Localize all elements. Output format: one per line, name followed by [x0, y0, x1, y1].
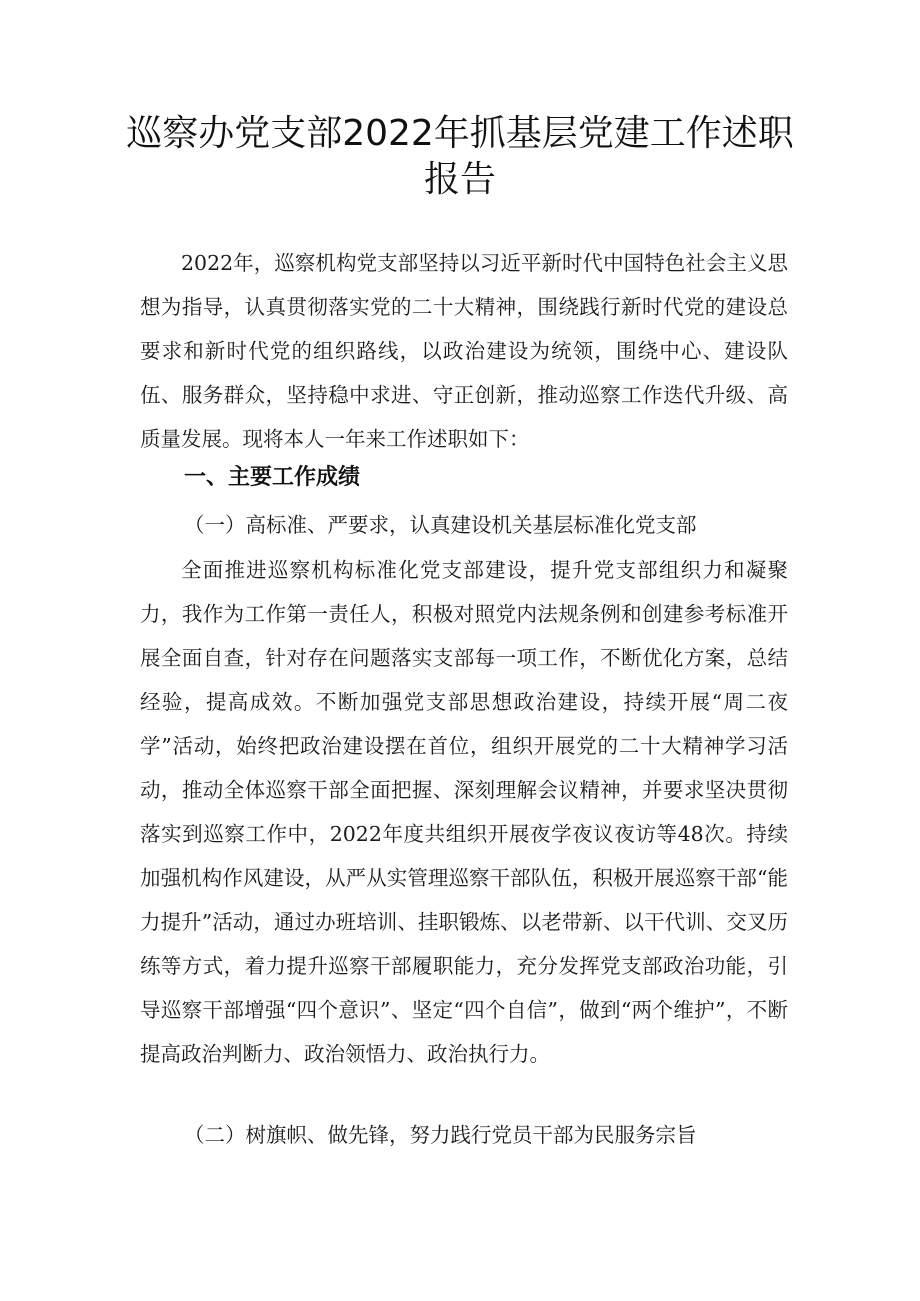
section1-heading: 一、主要工作成绩 [184, 465, 361, 490]
subsection1-paragraph: 全面推进巡察机构标准化党支部建设，提升党支部组织力和凝聚力，我作为工作第一责任人，积极对照党内法规条例和创建参考标准开展全面自查，针对存在问题落实支部每一项工作，不断优化方案，总结经验，提高成效。不断加强党支部思想政治建设，持续开展“周二夜学”活动，始终把政治建设摆在首位，组织开展党的二十大精神学习活动，推动全体巡察干部全面把握、深刻理解会议精神，并要求坚决贯彻落实到巡察工作中，2022年度共组织开展夜学夜议夜访等48次。持续加强机构作风建设，从严从实管理巡察干部队伍，积极开展巡察干部“能力提升”活动，通过办班培训、挂职锻炼、以老带新、以干代训、交叉历练等方式，着力提升巡察干部履职能力，充分发挥党支部政治功能，引导巡察干部增强“四个意识”、坚定“四个自信”，做到“两个维护”，不断提高政治判断力、政治领悟力、政治执行力。 [140, 558, 788, 1066]
intro-paragraph: 2022年，巡察机构党支部坚持以习近平新时代中国特色社会主义思想为指导，认真贯彻落实党的二十大精神，围绕践行新时代党的建设总要求和新时代党的组织路线，以政治建设为统领，围绕中心、建设队伍、服务群众，坚持稳中求进、守正创新，推动巡察工作迭代升级、高质量发展。现将本人一年来工作述职如下： [140, 251, 788, 451]
subsection2-heading: （二）树旗帜、做先锋，努力践行党员干部为民服务宗旨 [184, 1123, 697, 1147]
subsection1-heading: （一）高标准、严要求，认真建设机关基层标准化党支部 [184, 513, 697, 537]
document-title-line1: 巡察办党支部2022年抓基层党建工作述职 [126, 113, 794, 154]
document-title-line2: 报告 [423, 159, 496, 200]
